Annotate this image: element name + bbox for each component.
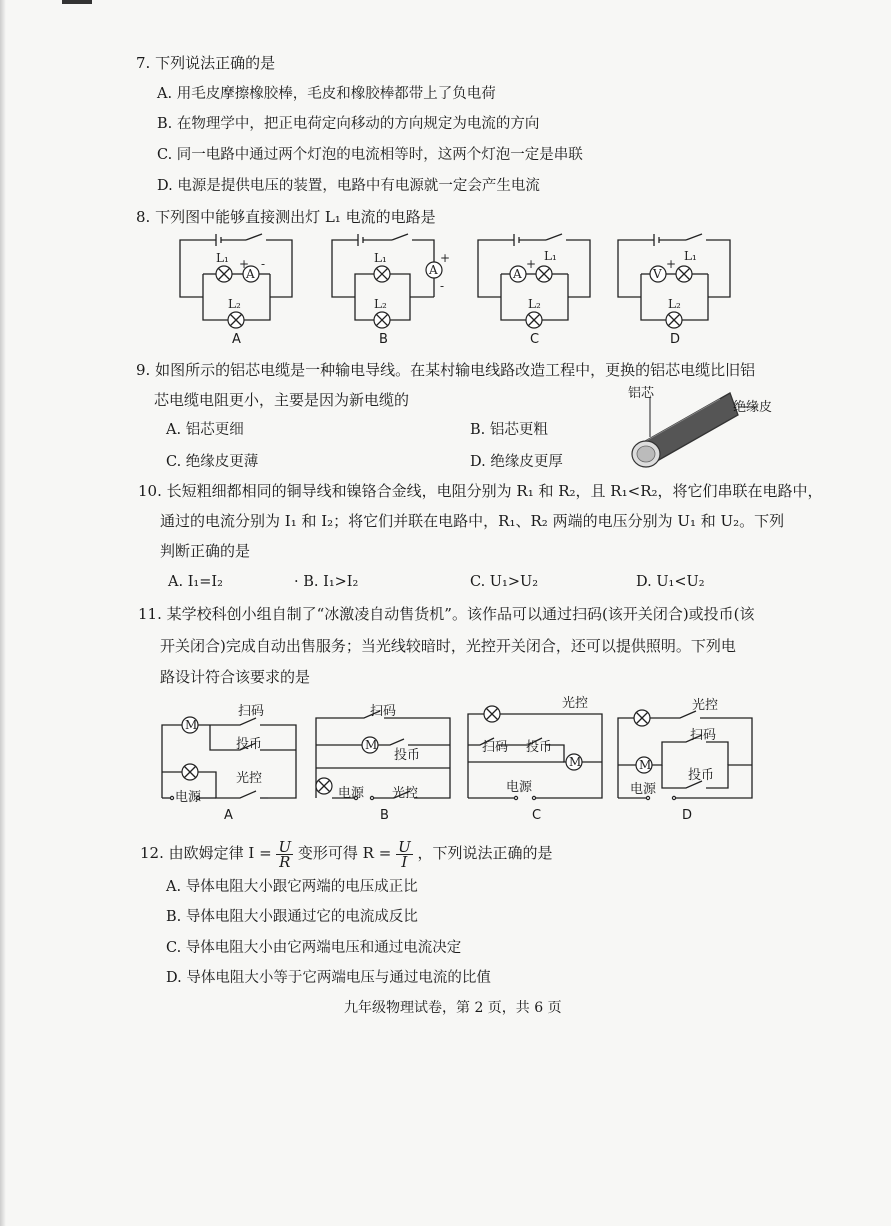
- svg-text:A: A: [513, 267, 522, 281]
- cable-skin-label: 绝缘皮: [733, 400, 773, 415]
- q9-option-d: D. 绝缘皮更厚: [470, 454, 563, 470]
- q8-label-b: B: [379, 332, 388, 347]
- q11-label-c: C: [532, 808, 542, 823]
- svg-text:+: +: [666, 257, 677, 271]
- svg-text:L₂: L₂: [668, 297, 681, 311]
- q10-option-c: C. U₁>U₂: [470, 574, 539, 590]
- svg-text:V: V: [653, 267, 662, 281]
- q8-label-d: D: [670, 332, 681, 347]
- q11a-coin: 投币: [236, 737, 263, 752]
- svg-text:L₁: L₁: [684, 249, 697, 263]
- q8-stem: 8. 下列图中能够直接测出灯 L₁ 电流的电路是: [136, 208, 436, 226]
- q11-stem-line3: 路设计符合该要求的是: [160, 668, 311, 686]
- q11c-power: 电源: [506, 780, 533, 795]
- q11-label-a: A: [224, 808, 233, 823]
- q8-circuit-a: [178, 232, 298, 332]
- q9-option-b: B. 铝芯更粗: [470, 422, 548, 438]
- q9-option-a: A. 铝芯更细: [166, 422, 244, 438]
- q12-frac-r: $\frac{U}{I}$: [398, 837, 411, 871]
- scan-mark: [62, 0, 92, 4]
- q7-option-d: D. 电源是提供电压的装置，电路中有电源就一定会产生电流: [157, 178, 540, 194]
- svg-text:L₂: L₂: [528, 297, 541, 311]
- l2-label: L₂: [228, 297, 241, 311]
- svg-text:-: -: [440, 279, 445, 293]
- scan-edge: [0, 0, 6, 1226]
- svg-text:A: A: [429, 263, 438, 277]
- svg-text:+: +: [239, 257, 250, 271]
- q11a-scan: 扫码: [238, 704, 265, 719]
- svg-text:-: -: [261, 257, 266, 271]
- q8-circuit-b: [330, 232, 450, 332]
- q10-stem-line1: 10. 长短粗细都相同的铜导线和镍铬合金线，电阻分别为 R₁ 和 R₂，且 R₁<R₂，将它们串联在电路中，: [138, 482, 823, 500]
- svg-text:M: M: [639, 758, 652, 772]
- svg-text:L₁: L₁: [544, 249, 557, 263]
- cable-core-label: 铝芯: [628, 386, 655, 401]
- q11b-power: 电源: [338, 786, 365, 801]
- q11-stem-line2: 开关闭合)完成自动出售服务；当光线较暗时，光控开关闭合，还可以提供照明。下列电: [160, 637, 736, 655]
- q12-frac-i: $\frac{U}{R}$: [278, 837, 292, 871]
- q10-option-d: D. U₁<U₂: [636, 574, 705, 590]
- svg-text:M: M: [365, 738, 378, 752]
- q11b-light: 光控: [392, 786, 419, 801]
- q11c-light: 光控: [562, 696, 589, 711]
- q11c-scan: 扫码: [482, 740, 509, 755]
- q11a-light: 光控: [236, 771, 263, 786]
- q7-option-c: C. 同一电路中通过两个灯泡的电流相等时，这两个灯泡一定是串联: [157, 147, 583, 163]
- q10-stem-line3: 判断正确的是: [160, 542, 251, 560]
- q12-option-a: A. 导体电阻大小跟它两端的电压成正比: [166, 879, 418, 895]
- svg-text:A: A: [246, 267, 255, 281]
- q8-circuit-c: [476, 232, 596, 332]
- q8-circuit-d: [616, 232, 736, 332]
- page-footer: 九年级物理试卷，第 2 页，共 6 页: [344, 1000, 562, 1016]
- q12-stem: 12. 由欧姆定律 I = $\frac{U}{R}$ 变形可得 R = $\frac{U}{I}$ ，下列说法正确的是: [140, 837, 553, 871]
- q11-label-b: B: [380, 808, 389, 823]
- q12-option-c: C. 导体电阻大小由它两端电压和通过电流决定: [166, 940, 462, 956]
- q7-option-b: B. 在物理学中，把正电荷定向移动的方向规定为电流的方向: [157, 116, 540, 132]
- svg-text:+: +: [440, 251, 451, 265]
- q11-stem-line1: 11. 某学校科创小组自制了“冰激凌自动售货机”。该作品可以通过扫码(该开关闭合)或投币(该: [138, 605, 755, 623]
- q10-option-b: · B. I₁>I₂: [294, 574, 359, 590]
- q10-option-a: A. I₁=I₂: [168, 574, 223, 590]
- q11b-coin: 投币: [394, 748, 421, 763]
- q9-stem-line2: 芯电缆电阻更小，主要是因为新电缆的: [154, 391, 410, 409]
- q11d-light: 光控: [692, 698, 719, 713]
- q12-option-b: B. 导体电阻大小跟通过它的电流成反比: [166, 909, 418, 925]
- svg-text:L₂: L₂: [374, 297, 387, 311]
- q11d-scan: 扫码: [690, 728, 717, 743]
- q8-label-a: A: [232, 332, 241, 347]
- q7-stem: 7. 下列说法正确的是: [136, 54, 276, 72]
- svg-text:L₁: L₁: [374, 251, 387, 265]
- q11-label-d: D: [682, 808, 693, 823]
- q11a-power: 电源: [175, 790, 202, 805]
- svg-text:M: M: [569, 755, 582, 769]
- q11d-coin: 投币: [688, 768, 715, 783]
- q7-option-a: A. 用毛皮摩擦橡胶棒，毛皮和橡胶棒都带上了负电荷: [157, 86, 496, 102]
- q9-stem-line1: 9. 如图所示的铝芯电缆是一种输电导线。在某村输电线路改造工程中，更换的铝芯电缆比旧铝: [136, 361, 756, 379]
- svg-text:+: +: [526, 257, 537, 271]
- q11d-power: 电源: [630, 782, 657, 797]
- q8-label-c: C: [530, 332, 540, 347]
- q10-stem-line2: 通过的电流分别为 I₁ 和 I₂；将它们并联在电路中，R₁、R₂ 两端的电压分别为 U₁ 和 U₂。下列: [160, 512, 785, 530]
- l1-label: L₁: [216, 251, 229, 265]
- q11c-coin: 投币: [526, 740, 553, 755]
- q9-option-c: C. 绝缘皮更薄: [166, 454, 259, 470]
- q12-option-d: D. 导体电阻大小等于它两端电压与通过电流的比值: [166, 970, 491, 986]
- q11b-scan: 扫码: [370, 704, 397, 719]
- svg-text:M: M: [185, 718, 198, 732]
